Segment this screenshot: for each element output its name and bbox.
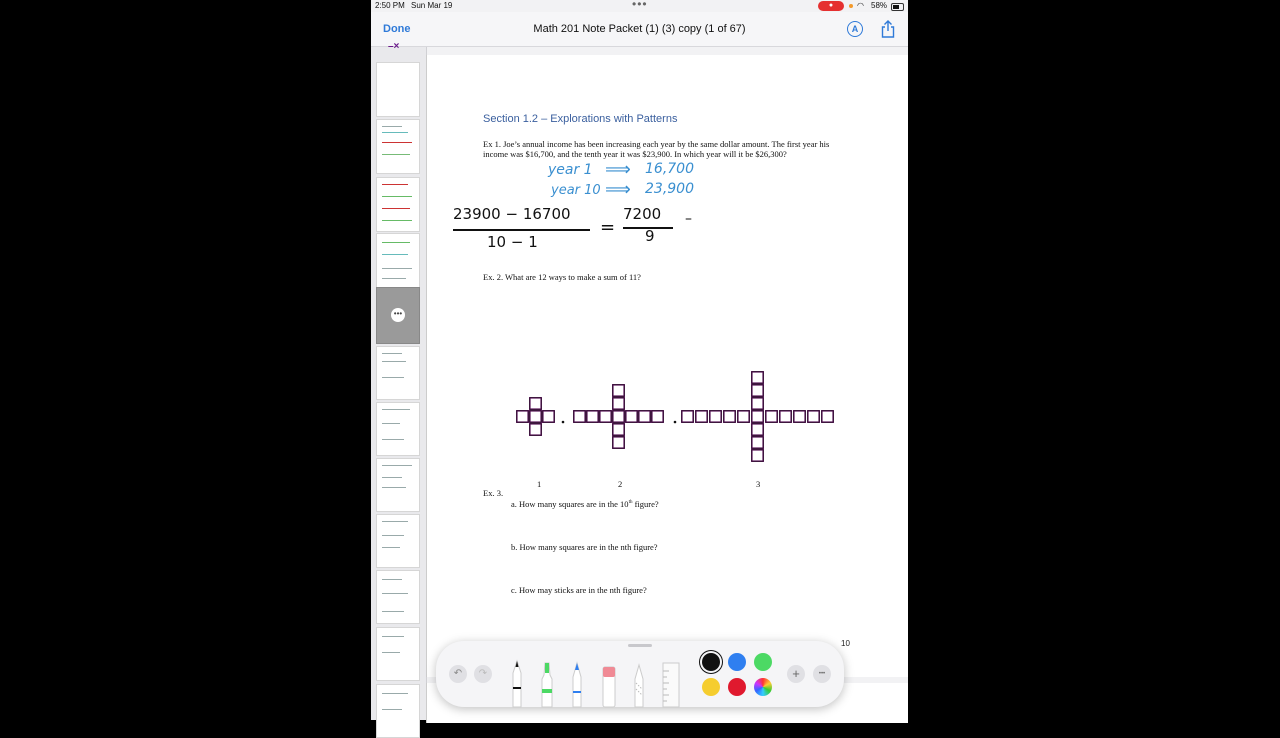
screen-recording-icon[interactable]: ● (818, 1, 844, 11)
done-button[interactable]: Done (383, 23, 411, 35)
status-date: Sun Mar 19 (411, 1, 453, 10)
wifi-icon: ◠ (857, 1, 864, 10)
navigation-bar (371, 12, 908, 47)
figure-label-1: 1 (537, 479, 542, 489)
page-thumbnail[interactable] (376, 177, 420, 232)
more-options-icon[interactable]: ••• (813, 665, 831, 683)
page-thumbnail[interactable] (376, 514, 420, 568)
example-1-text: Ex 1. Joe’s annual income has been increasing each year by the same dollar amount. The first year his income was $16,700, and the tenth year it was $23,900. In which year will it be $26,300? (483, 139, 830, 159)
question-b: b. How many squares are in the nth figure? (511, 542, 658, 552)
battery-percent: 58% (871, 1, 888, 10)
separator-dot (562, 421, 565, 424)
pencil-tool-icon[interactable] (570, 661, 584, 707)
question-a-suffix: figure? (632, 499, 659, 509)
page-thumbnail[interactable] (376, 684, 420, 738)
pen-tool-icon[interactable] (510, 651, 524, 707)
section-title: Section 1.2 – Explorations with Patterns (483, 113, 678, 125)
eraser-tool-icon[interactable] (602, 661, 616, 707)
color-black-selected[interactable] (702, 653, 720, 671)
markup-pen-icon[interactable]: A (847, 21, 863, 37)
color-red[interactable] (728, 678, 746, 696)
toolbar-grabber[interactable] (628, 644, 652, 647)
color-yellow[interactable] (702, 678, 720, 696)
handwriting-year10: year 10 (551, 183, 601, 198)
page-thumbnail[interactable] (376, 627, 420, 681)
ipad-screen (371, 0, 908, 720)
ruler-tool-icon[interactable] (660, 659, 682, 707)
document-title: Math 201 Note Packet (1) (3) copy (1 of 67) (533, 23, 746, 35)
battery-icon (891, 3, 904, 11)
handwriting-arrow-2: ⟹ (605, 179, 631, 200)
question-a-superscript: th (628, 500, 633, 506)
multitasking-dots-icon[interactable]: ••• (632, 0, 648, 11)
handwriting-year1-value: 16,700 (645, 161, 694, 177)
handwriting-equals: = (600, 217, 616, 238)
figure-label-3: 3 (756, 479, 761, 489)
color-picker-icon[interactable] (754, 678, 772, 696)
handwriting-result-numerator: 7200 (623, 205, 662, 223)
matchstick-figures (515, 373, 840, 477)
handwriting-trailing-dash: – (685, 211, 692, 227)
mic-indicator-icon (849, 4, 853, 8)
handwriting-numerator: 23900 − 16700 (453, 205, 571, 223)
figure-label-2: 2 (618, 479, 623, 489)
example-2-text: Ex. 2. What are 12 ways to make a sum of 11? (483, 272, 641, 282)
question-c: c. How may sticks are in the nth figure? (511, 585, 647, 595)
handwriting-year1: year 1 (548, 162, 593, 178)
page-thumbnail[interactable] (376, 570, 420, 624)
example-3-label: Ex. 3. (483, 488, 504, 498)
page-thumbnail[interactable] (376, 346, 420, 400)
page-thumbnail-sidebar[interactable] (371, 41, 427, 720)
page-thumbnail[interactable] (376, 458, 420, 512)
handwriting-denominator: 10 − 1 (487, 233, 538, 251)
status-time: 2:50 PM (375, 1, 405, 10)
separator-dot (674, 421, 677, 424)
fraction-bar (453, 229, 590, 231)
pdf-page[interactable] (426, 55, 908, 677)
page-thumbnail[interactable] (376, 402, 420, 456)
page-thumbnail-selected[interactable] (376, 287, 420, 344)
add-icon[interactable]: + (787, 665, 805, 683)
figure-1 (517, 398, 554, 435)
page-number: 10 (841, 639, 850, 648)
handwriting-arrow-1: ⟹ (605, 159, 631, 180)
lasso-tool-icon[interactable] (632, 661, 646, 707)
sidebar-top-mark: –× (388, 41, 400, 52)
thumbnail-more-icon[interactable]: ••• (391, 308, 405, 322)
figure-2 (574, 385, 663, 448)
page-thumbnail[interactable] (376, 233, 420, 288)
handwriting-result-denominator: 9 (645, 227, 655, 245)
undo-icon[interactable]: ↶ (449, 665, 467, 683)
marker-tool-icon[interactable] (540, 661, 554, 707)
share-icon[interactable] (881, 20, 895, 38)
figure-3 (682, 372, 833, 461)
color-green[interactable] (754, 653, 772, 671)
redo-icon[interactable]: ↷ (474, 665, 492, 683)
markup-toolbar (436, 641, 844, 707)
question-a-prefix: a. How many squares are in the 10 (511, 499, 629, 509)
handwriting-year10-value: 23,900 (645, 181, 694, 197)
color-blue[interactable] (728, 653, 746, 671)
page-thumbnail[interactable] (376, 62, 420, 117)
question-a (511, 499, 659, 509)
status-bar (371, 0, 908, 12)
page-thumbnail[interactable] (376, 119, 420, 174)
